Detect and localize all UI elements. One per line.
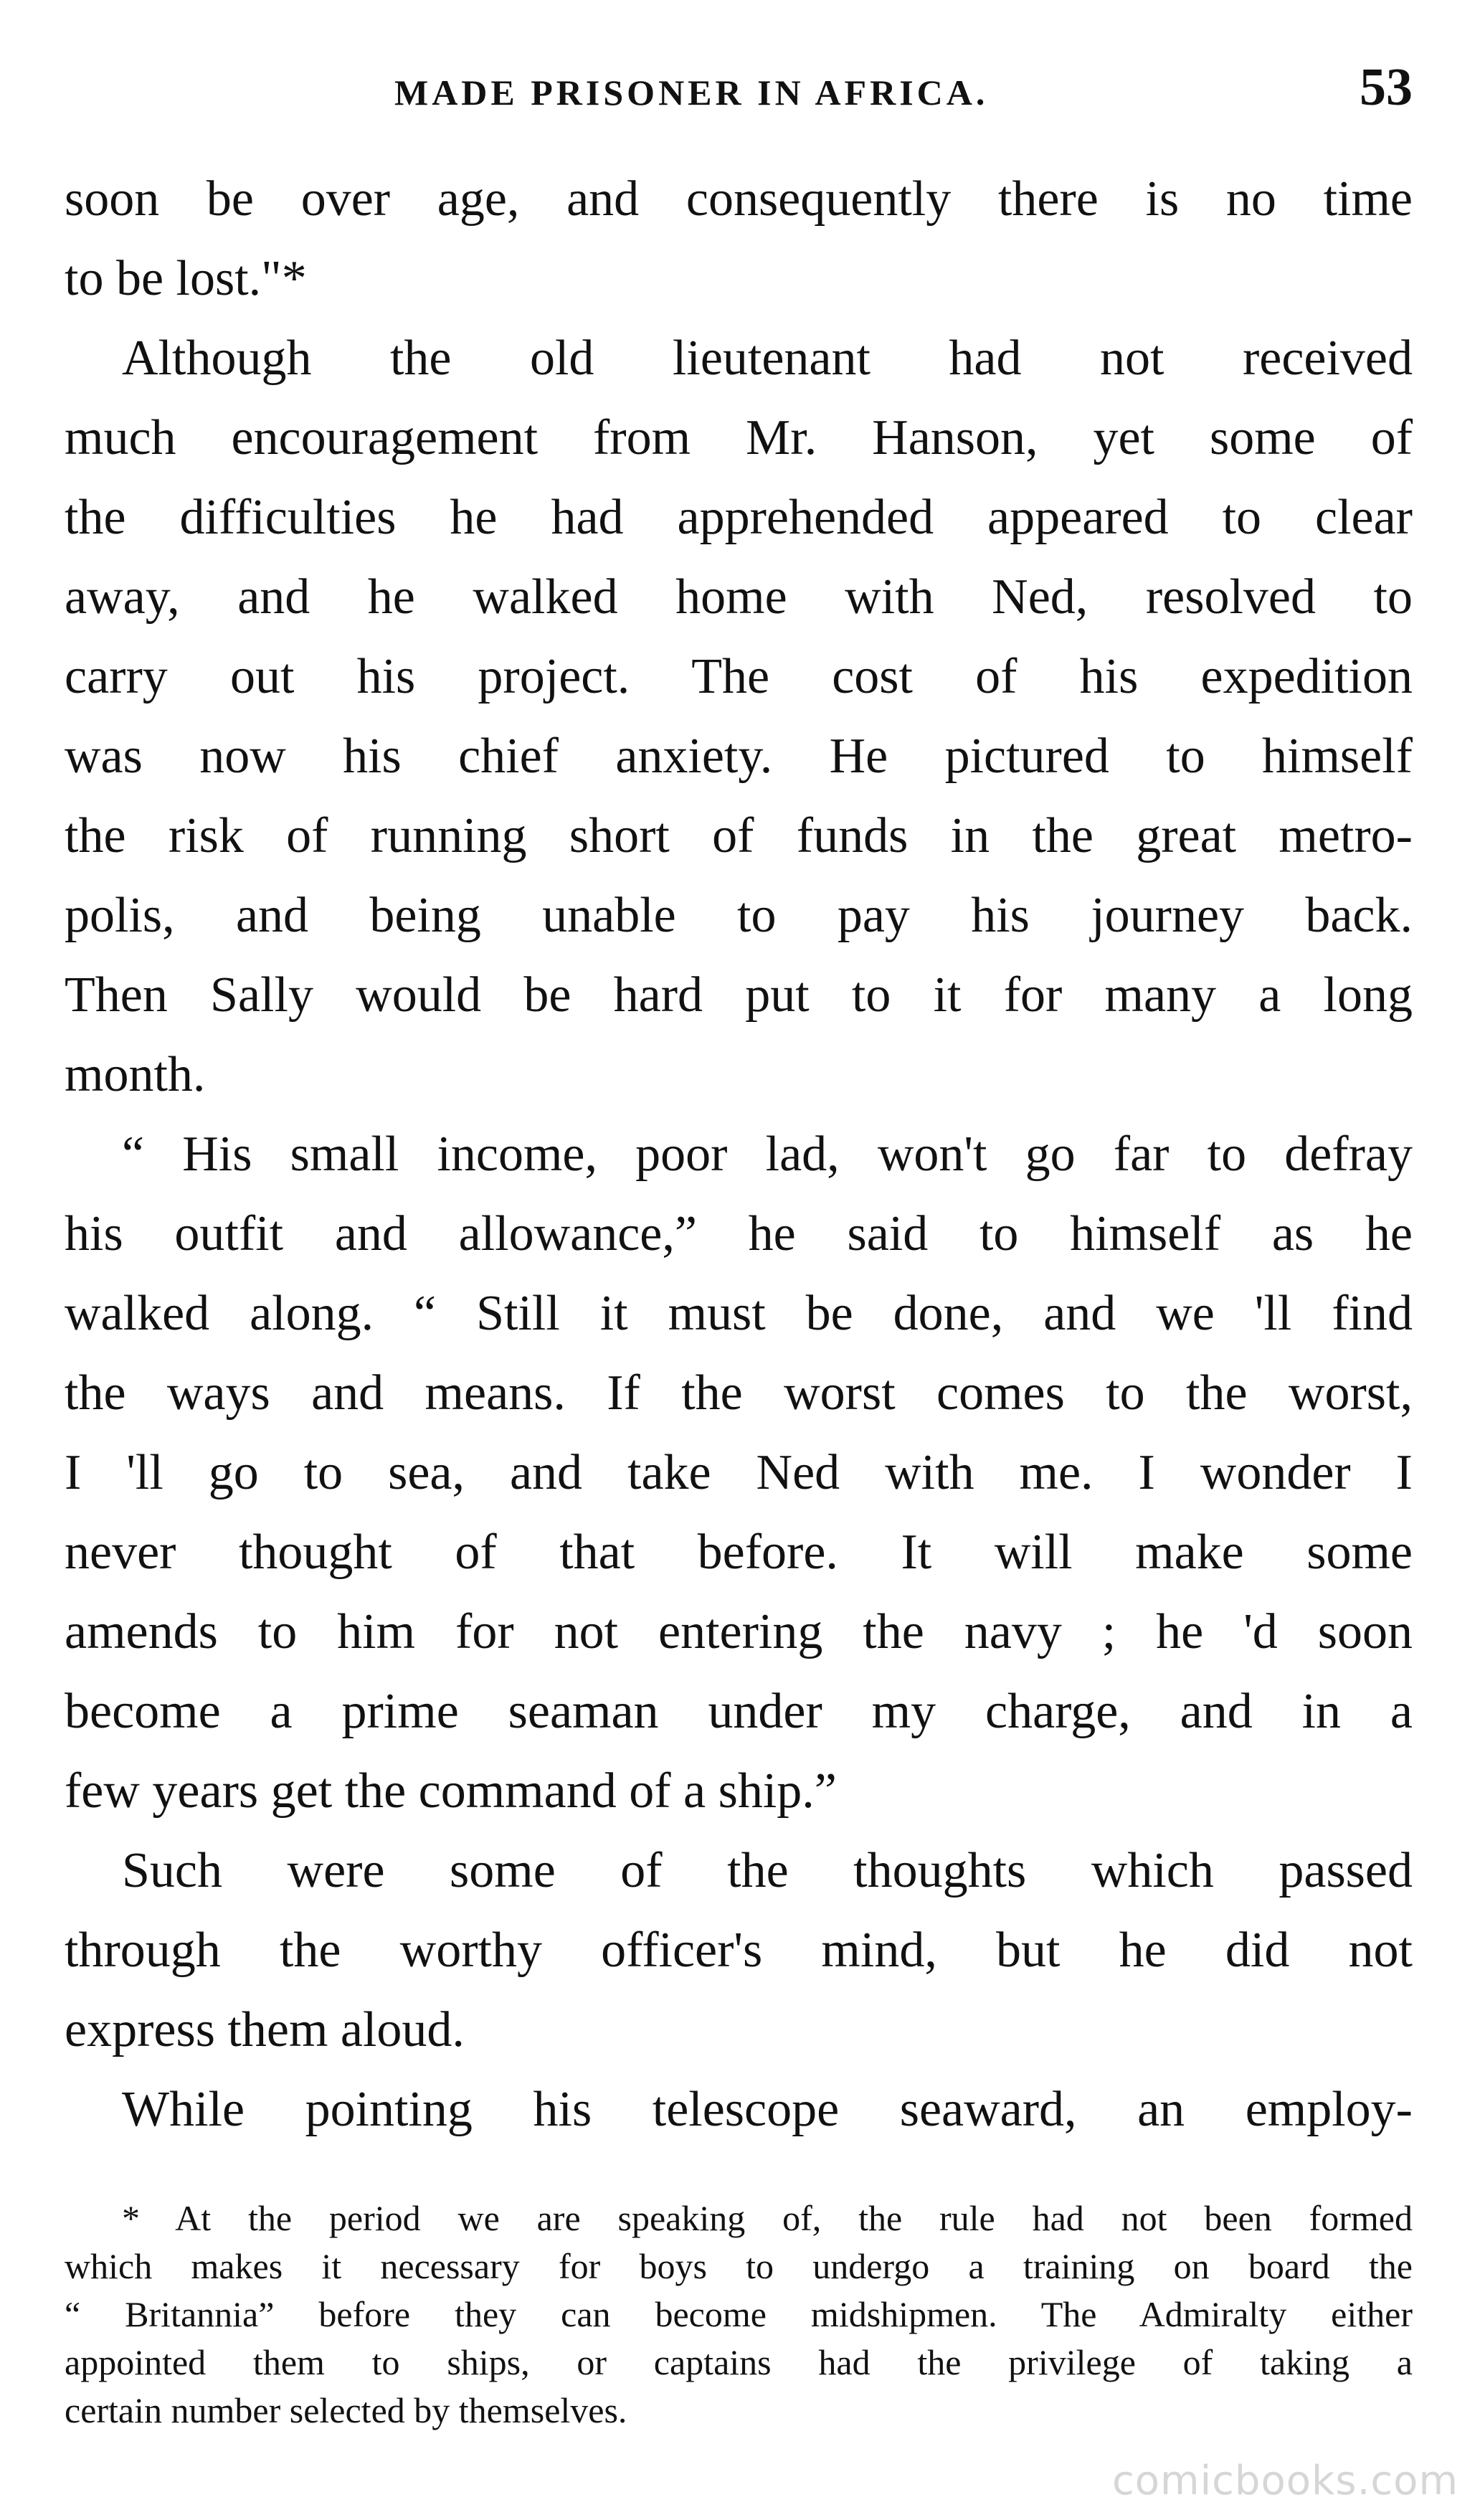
text-line: I 'll go to sea, and take Ned with me. I wonder I	[65, 1445, 1413, 1500]
text-line: the ways and means. If the worst comes to the worst,	[65, 1365, 1413, 1421]
text-line: was now his chief anxiety. He pictured to himself	[65, 729, 1413, 784]
paragraph-start-line: While pointing his telescope seaward, an employ-	[122, 2082, 1413, 2137]
text-line: soon be over age, and consequently there is no time	[65, 171, 1413, 227]
text-line: the difficulties he had apprehended appeared to clear	[65, 490, 1413, 545]
text-line: month.	[65, 1047, 206, 1102]
text-line: never thought of that before. It will make some	[65, 1525, 1413, 1580]
paragraph-start-line: Although the old lieutenant had not received	[122, 331, 1413, 386]
footnote-line: * At the period we are speaking of, the rule had not been formed	[122, 2198, 1413, 2238]
text-line: few years get the command of a ship.”	[65, 1763, 837, 1819]
footnote-line: certain number selected by themselves.	[65, 2390, 627, 2430]
text-line: amends to him for not entering the navy ; he 'd soon	[65, 1604, 1413, 1659]
text-line: become a prime seaman under my charge, and in a	[65, 1684, 1413, 1739]
watermark: comicbooks.com	[1111, 2458, 1458, 2504]
paragraph-start-line: “ His small income, poor lad, won't go far to defray	[122, 1127, 1413, 1182]
body-text	[65, 159, 1413, 2149]
footnote-line: which makes it necessary for boys to undergo a training on board the	[65, 2246, 1413, 2286]
text-line: away, and he walked home with Ned, resolved to	[65, 569, 1413, 625]
text-line: to be lost."*	[65, 251, 307, 306]
footnote	[65, 2194, 1413, 2435]
running-head: MADE PRISONER IN AFRICA.	[394, 72, 989, 113]
footnote-line: “ Britannia” before they can become midshipmen. The Admiralty either	[65, 2294, 1413, 2334]
text-line: through the worthy officer's mind, but he did not	[65, 1923, 1413, 1978]
text-line: polis, and being unable to pay his journey back.	[65, 888, 1413, 943]
text-line: carry out his project. The cost of his expedition	[65, 649, 1413, 704]
text-line: Then Sally would be hard put to it for many a long	[65, 967, 1413, 1023]
text-line: much encouragement from Mr. Hanson, yet some of	[65, 410, 1413, 465]
text-line: walked along. “ Still it must be done, and we 'll find	[65, 1286, 1413, 1341]
footnote-line: appointed them to ships, or captains had the privilege of taking a	[65, 2342, 1413, 2382]
page-number: 53	[1360, 58, 1413, 117]
page-header	[65, 57, 1413, 136]
text-line: express them aloud.	[65, 2002, 465, 2057]
text-line: his outfit and allowance,” he said to himself as he	[65, 1206, 1413, 1261]
paragraph-start-line: Such were some of the thoughts which passed	[122, 1843, 1413, 1898]
text-line: the risk of running short of funds in the great metro-	[65, 808, 1413, 863]
